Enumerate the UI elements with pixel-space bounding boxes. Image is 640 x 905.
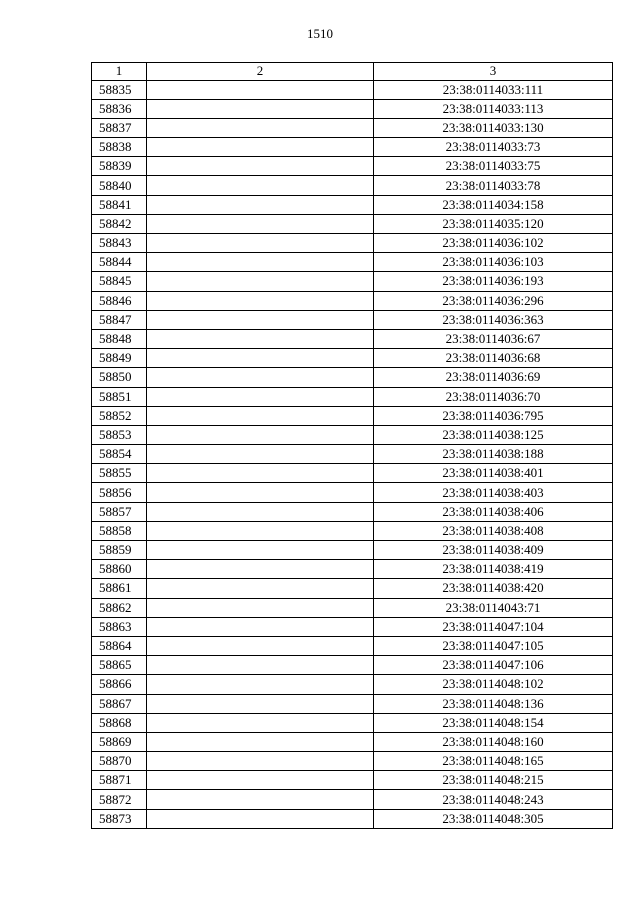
row-number-cell: 58863 xyxy=(92,617,147,636)
row-number-cell: 58858 xyxy=(92,521,147,540)
cadastral-number-cell: 23:38:0114038:409 xyxy=(374,541,613,560)
table-row xyxy=(92,253,613,272)
row-number-cell: 58868 xyxy=(92,713,147,732)
row-number-cell: 58855 xyxy=(92,464,147,483)
cadastral-number-cell: 23:38:0114036:67 xyxy=(374,329,613,348)
table-row xyxy=(92,445,613,464)
row-number-cell: 58840 xyxy=(92,176,147,195)
empty-cell xyxy=(147,445,374,464)
table-row xyxy=(92,157,613,176)
empty-cell xyxy=(147,617,374,636)
empty-cell xyxy=(147,310,374,329)
row-number-cell: 58870 xyxy=(92,752,147,771)
cadastral-number-cell: 23:38:0114038:419 xyxy=(374,560,613,579)
empty-cell xyxy=(147,675,374,694)
row-number-cell: 58872 xyxy=(92,790,147,809)
cadastral-number-cell: 23:38:0114036:795 xyxy=(374,406,613,425)
cadastral-number-cell: 23:38:0114048:160 xyxy=(374,732,613,751)
empty-cell xyxy=(147,138,374,157)
cadastral-number-cell: 23:38:0114048:165 xyxy=(374,752,613,771)
empty-cell xyxy=(147,560,374,579)
empty-cell xyxy=(147,291,374,310)
row-number-cell: 58857 xyxy=(92,502,147,521)
row-number-cell: 58839 xyxy=(92,157,147,176)
table-row xyxy=(92,310,613,329)
table-row xyxy=(92,387,613,406)
row-number-cell: 58844 xyxy=(92,253,147,272)
cadastral-number-cell: 23:38:0114034:158 xyxy=(374,195,613,214)
table-row xyxy=(92,406,613,425)
table-row xyxy=(92,732,613,751)
cadastral-number-cell: 23:38:0114033:111 xyxy=(374,80,613,99)
cadastral-table xyxy=(91,62,613,829)
table-row xyxy=(92,636,613,655)
cadastral-number-cell: 23:38:0114038:406 xyxy=(374,502,613,521)
cadastral-number-cell: 23:38:0114038:188 xyxy=(374,445,613,464)
row-number-cell: 58852 xyxy=(92,406,147,425)
row-number-cell: 58842 xyxy=(92,214,147,233)
table-row xyxy=(92,790,613,809)
row-number-cell: 58849 xyxy=(92,349,147,368)
cadastral-number-cell: 23:38:0114033:73 xyxy=(374,138,613,157)
cadastral-number-cell: 23:38:0114038:420 xyxy=(374,579,613,598)
table-row xyxy=(92,713,613,732)
column-header-3: 3 xyxy=(374,63,613,81)
cadastral-number-cell: 23:38:0114035:120 xyxy=(374,214,613,233)
table-row xyxy=(92,675,613,694)
table-row xyxy=(92,656,613,675)
row-number-cell: 58866 xyxy=(92,675,147,694)
table-row xyxy=(92,329,613,348)
row-number-cell: 58835 xyxy=(92,80,147,99)
empty-cell xyxy=(147,272,374,291)
table-row xyxy=(92,214,613,233)
empty-cell xyxy=(147,349,374,368)
cadastral-number-cell: 23:38:0114038:403 xyxy=(374,483,613,502)
empty-cell xyxy=(147,579,374,598)
empty-cell xyxy=(147,713,374,732)
empty-cell xyxy=(147,214,374,233)
column-header-2: 2 xyxy=(147,63,374,81)
row-number-cell: 58843 xyxy=(92,234,147,253)
row-number-cell: 58848 xyxy=(92,329,147,348)
table-row xyxy=(92,118,613,137)
empty-cell xyxy=(147,99,374,118)
empty-cell xyxy=(147,329,374,348)
page-number: 1510 xyxy=(307,26,333,41)
empty-cell xyxy=(147,752,374,771)
table-row xyxy=(92,560,613,579)
row-number-cell: 58850 xyxy=(92,368,147,387)
empty-cell xyxy=(147,598,374,617)
empty-cell xyxy=(147,368,374,387)
table-row xyxy=(92,752,613,771)
empty-cell xyxy=(147,771,374,790)
empty-cell xyxy=(147,502,374,521)
row-number-cell: 58841 xyxy=(92,195,147,214)
cadastral-number-cell: 23:38:0114038:408 xyxy=(374,521,613,540)
cadastral-number-cell: 23:38:0114036:69 xyxy=(374,368,613,387)
header-row xyxy=(92,63,613,81)
empty-cell xyxy=(147,732,374,751)
cadastral-number-cell: 23:38:0114036:70 xyxy=(374,387,613,406)
row-number-cell: 58860 xyxy=(92,560,147,579)
table-row xyxy=(92,425,613,444)
empty-cell xyxy=(147,636,374,655)
empty-cell xyxy=(147,406,374,425)
cadastral-number-cell: 23:38:0114033:75 xyxy=(374,157,613,176)
cadastral-number-cell: 23:38:0114036:363 xyxy=(374,310,613,329)
table-row xyxy=(92,502,613,521)
empty-cell xyxy=(147,483,374,502)
row-number-cell: 58867 xyxy=(92,694,147,713)
empty-cell xyxy=(147,809,374,828)
cadastral-number-cell: 23:38:0114033:130 xyxy=(374,118,613,137)
cadastral-number-cell: 23:38:0114038:401 xyxy=(374,464,613,483)
empty-cell xyxy=(147,694,374,713)
empty-cell xyxy=(147,464,374,483)
table-row xyxy=(92,99,613,118)
row-number-cell: 58837 xyxy=(92,118,147,137)
cadastral-number-cell: 23:38:0114048:102 xyxy=(374,675,613,694)
row-number-cell: 58838 xyxy=(92,138,147,157)
table-row xyxy=(92,483,613,502)
cadastral-number-cell: 23:38:0114043:71 xyxy=(374,598,613,617)
row-number-cell: 58864 xyxy=(92,636,147,655)
row-number-cell: 58851 xyxy=(92,387,147,406)
empty-cell xyxy=(147,521,374,540)
row-number-cell: 58854 xyxy=(92,445,147,464)
empty-cell xyxy=(147,253,374,272)
row-number-cell: 58845 xyxy=(92,272,147,291)
empty-cell xyxy=(147,234,374,253)
row-number-cell: 58869 xyxy=(92,732,147,751)
empty-cell xyxy=(147,790,374,809)
table-row xyxy=(92,195,613,214)
cadastral-number-cell: 23:38:0114038:125 xyxy=(374,425,613,444)
cadastral-number-cell: 23:38:0114036:296 xyxy=(374,291,613,310)
empty-cell xyxy=(147,541,374,560)
row-number-cell: 58861 xyxy=(92,579,147,598)
empty-cell xyxy=(147,656,374,675)
cadastral-number-cell: 23:38:0114047:106 xyxy=(374,656,613,675)
empty-cell xyxy=(147,80,374,99)
row-number-cell: 58853 xyxy=(92,425,147,444)
table-row xyxy=(92,176,613,195)
cadastral-number-cell: 23:38:0114047:104 xyxy=(374,617,613,636)
row-number-cell: 58873 xyxy=(92,809,147,828)
row-number-cell: 58862 xyxy=(92,598,147,617)
cadastral-number-cell: 23:38:0114048:215 xyxy=(374,771,613,790)
empty-cell xyxy=(147,118,374,137)
row-number-cell: 58871 xyxy=(92,771,147,790)
table-row xyxy=(92,349,613,368)
cadastral-number-cell: 23:38:0114036:193 xyxy=(374,272,613,291)
table-row xyxy=(92,272,613,291)
table-row xyxy=(92,541,613,560)
cadastral-number-cell: 23:38:0114047:105 xyxy=(374,636,613,655)
cadastral-number-cell: 23:38:0114036:68 xyxy=(374,349,613,368)
table-row xyxy=(92,368,613,387)
cadastral-number-cell: 23:38:0114036:102 xyxy=(374,234,613,253)
empty-cell xyxy=(147,387,374,406)
cadastral-number-cell: 23:38:0114048:243 xyxy=(374,790,613,809)
table-row xyxy=(92,771,613,790)
row-number-cell: 58856 xyxy=(92,483,147,502)
row-number-cell: 58847 xyxy=(92,310,147,329)
table-row xyxy=(92,464,613,483)
table-row xyxy=(92,617,613,636)
empty-cell xyxy=(147,157,374,176)
table-row xyxy=(92,234,613,253)
cadastral-number-cell: 23:38:0114036:103 xyxy=(374,253,613,272)
table-header xyxy=(92,63,613,81)
table-row xyxy=(92,598,613,617)
empty-cell xyxy=(147,195,374,214)
table-row xyxy=(92,809,613,828)
row-number-cell: 58859 xyxy=(92,541,147,560)
row-number-cell: 58846 xyxy=(92,291,147,310)
column-header-1: 1 xyxy=(92,63,147,81)
table-row xyxy=(92,521,613,540)
table-row xyxy=(92,694,613,713)
cadastral-number-cell: 23:38:0114048:154 xyxy=(374,713,613,732)
cadastral-number-cell: 23:38:0114048:136 xyxy=(374,694,613,713)
empty-cell xyxy=(147,176,374,195)
row-number-cell: 58865 xyxy=(92,656,147,675)
table-row xyxy=(92,138,613,157)
table-body xyxy=(92,80,613,828)
table-row xyxy=(92,80,613,99)
row-number-cell: 58836 xyxy=(92,99,147,118)
cadastral-number-cell: 23:38:0114048:305 xyxy=(374,809,613,828)
empty-cell xyxy=(147,425,374,444)
cadastral-number-cell: 23:38:0114033:78 xyxy=(374,176,613,195)
table-row xyxy=(92,579,613,598)
cadastral-number-cell: 23:38:0114033:113 xyxy=(374,99,613,118)
table-row xyxy=(92,291,613,310)
